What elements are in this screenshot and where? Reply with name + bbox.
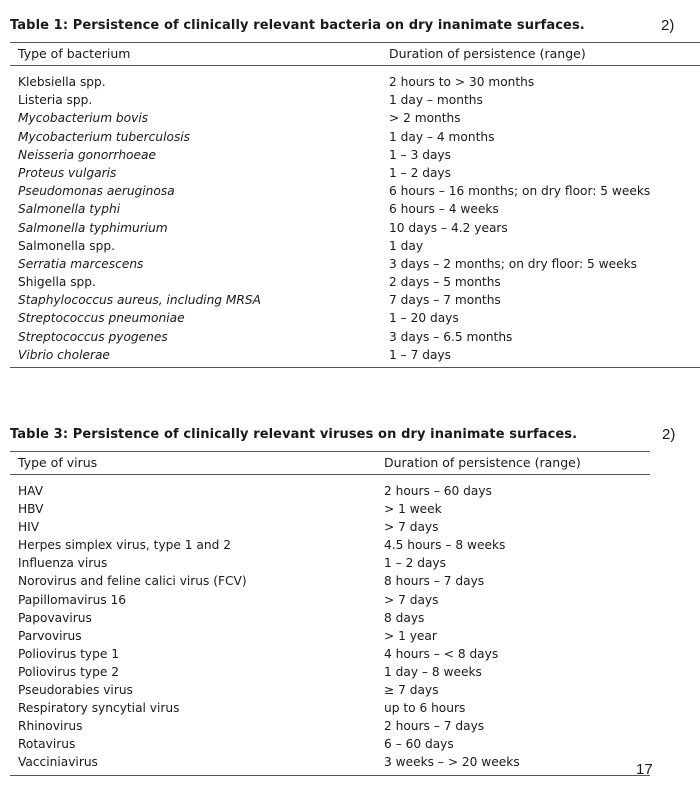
row-type-name: HIV <box>18 520 40 535</box>
row-type-name: Influenza virus <box>18 556 108 571</box>
table-row <box>10 645 700 663</box>
row-type-name: Herpes simplex virus, type 1 and 2 <box>18 538 231 553</box>
page-number: 17 <box>636 761 653 778</box>
row-duration: 3 days – 6.5 months <box>389 329 513 344</box>
table-row <box>10 255 700 273</box>
row-duration: 3 days – 2 months; on dry floor: 5 weeks <box>389 256 638 271</box>
table-row <box>10 273 700 291</box>
row-duration: 8 days <box>384 610 425 625</box>
row-duration: 1 day – months <box>389 93 483 108</box>
row-duration: > 7 days <box>384 520 439 535</box>
table-row <box>10 309 700 327</box>
table-row <box>10 237 700 255</box>
row-type-name: Poliovirus type 1 <box>18 646 120 661</box>
table-row <box>10 554 700 572</box>
row-type-name: Pseudomonas aeruginosa <box>18 184 175 199</box>
table-row <box>10 663 700 681</box>
row-type-name: Pseudorabies virus <box>18 683 133 698</box>
table-row <box>10 182 700 200</box>
row-type-name: Neisseria gonorrhoeae <box>18 147 156 162</box>
row-type-name: Staphylococcus aureus, including MRSA <box>18 293 261 308</box>
row-type-name: Listeria spp. <box>18 93 93 108</box>
row-type-name: HAV <box>18 484 44 498</box>
row-duration: 4 hours – < 8 days <box>384 646 499 661</box>
table-bottom-rule <box>10 775 650 776</box>
reference-marker: 2) <box>662 426 676 443</box>
row-type-name: Shigella spp. <box>18 275 96 290</box>
table-row <box>10 717 700 735</box>
row-type-name: Proteus vulgaris <box>18 165 117 180</box>
column-header-duration: Duration of persistence (range) <box>384 455 581 470</box>
row-duration: 2 hours – 7 days <box>384 719 485 734</box>
table-row <box>10 346 700 364</box>
table-header-row <box>10 452 700 474</box>
row-type-name: Mycobacterium tuberculosis <box>18 129 191 144</box>
table-row <box>10 627 700 645</box>
row-type-name: Rotavirus <box>18 737 76 752</box>
row-type-name: Papillomavirus 16 <box>18 592 127 607</box>
row-duration: 3 weeks – > 20 weeks <box>384 755 520 770</box>
row-type-name: Poliovirus type 2 <box>18 664 120 679</box>
row-duration: up to 6 hours <box>384 701 466 716</box>
table-row <box>10 681 700 699</box>
row-type-name: Salmonella spp. <box>18 238 115 253</box>
table-row <box>10 328 700 346</box>
row-duration: 1 day <box>389 238 424 253</box>
table-body <box>10 66 700 367</box>
table-header-row <box>10 43 700 65</box>
row-duration: 4.5 hours – 8 weeks <box>384 538 506 553</box>
row-duration: ≥ 7 days <box>384 683 439 698</box>
table-row <box>10 609 700 627</box>
table-row <box>10 536 700 554</box>
table-row <box>10 109 700 127</box>
row-duration: > 1 year <box>384 628 437 643</box>
table-row <box>10 146 700 164</box>
table-row <box>10 572 700 590</box>
row-type-name: HBV <box>18 502 44 517</box>
row-type-name: Streptococcus pneumoniae <box>18 311 185 326</box>
row-duration: 10 days – 4.2 years <box>389 220 508 235</box>
row-type-name: Rhinovirus <box>18 719 83 734</box>
virus-table <box>10 423 700 776</box>
row-type-name: Vibrio cholerae <box>18 347 110 362</box>
table-row <box>10 735 700 753</box>
row-duration: 6 hours – 16 months; on dry floor: 5 weeks <box>389 184 651 199</box>
row-duration: > 7 days <box>384 592 439 607</box>
table-caption: Table 3: Persistence of clinically relevant viruses on dry inanimate surfaces. <box>10 427 578 442</box>
table-caption: Table 1: Persistence of clinically relevant bacteria on dry inanimate surfaces. <box>10 18 585 33</box>
row-duration: > 1 week <box>384 502 442 517</box>
row-type-name: Papovavirus <box>18 610 92 625</box>
row-duration: 1 – 7 days <box>389 347 451 362</box>
row-duration: 8 hours – 7 days <box>384 574 485 589</box>
reference-marker: 2) <box>661 17 675 34</box>
row-type-name: Klebsiella spp. <box>18 75 106 89</box>
column-header-type: Type of virus <box>18 455 98 470</box>
table-row <box>10 128 700 146</box>
row-type-name: Mycobacterium bovis <box>18 111 149 126</box>
table-row <box>10 291 700 309</box>
row-type-name: Norovirus and feline calici virus (FCV) <box>18 574 247 589</box>
row-duration: 1 – 2 days <box>384 556 446 571</box>
bacteria-table <box>10 14 700 368</box>
row-duration: 1 day – 4 months <box>389 129 495 144</box>
table-row <box>10 753 700 771</box>
row-duration: 1 day – 8 weeks <box>384 664 482 679</box>
row-duration: 2 hours to > 30 months <box>389 75 535 89</box>
table-row <box>10 699 700 717</box>
row-type-name: Vacciniavirus <box>18 755 98 770</box>
row-duration: 1 – 20 days <box>389 311 459 326</box>
row-type-name: Salmonella typhi <box>18 202 121 217</box>
column-header-duration: Duration of persistence (range) <box>389 46 586 61</box>
table-row <box>10 200 700 218</box>
row-duration: 2 hours – 60 days <box>384 484 492 498</box>
row-type-name: Respiratory syncytial virus <box>18 701 180 716</box>
table-row <box>10 500 700 518</box>
row-duration: 7 days – 7 months <box>389 293 501 308</box>
table-caption-row <box>10 423 700 445</box>
table-row <box>10 591 700 609</box>
row-duration: 1 – 3 days <box>389 147 451 162</box>
table-row <box>10 164 700 182</box>
table-row <box>10 91 700 109</box>
table-row <box>10 219 700 237</box>
column-header-type: Type of bacterium <box>18 46 131 61</box>
row-duration: 2 days – 5 months <box>389 275 501 290</box>
table-caption-row <box>10 14 700 36</box>
table-row <box>10 518 700 536</box>
row-duration: 6 hours – 4 weeks <box>389 202 499 217</box>
row-duration: 6 – 60 days <box>384 737 454 752</box>
row-type-name: Serratia marcescens <box>18 256 144 271</box>
row-type-name: Salmonella typhimurium <box>18 220 168 235</box>
table-row <box>10 482 700 500</box>
table-body <box>10 475 700 775</box>
table-row <box>10 73 700 91</box>
row-duration: 1 – 2 days <box>389 165 451 180</box>
row-type-name: Streptococcus pyogenes <box>18 329 168 344</box>
row-duration: > 2 months <box>389 111 461 126</box>
table-bottom-rule <box>10 367 700 368</box>
row-type-name: Parvovirus <box>18 628 82 643</box>
